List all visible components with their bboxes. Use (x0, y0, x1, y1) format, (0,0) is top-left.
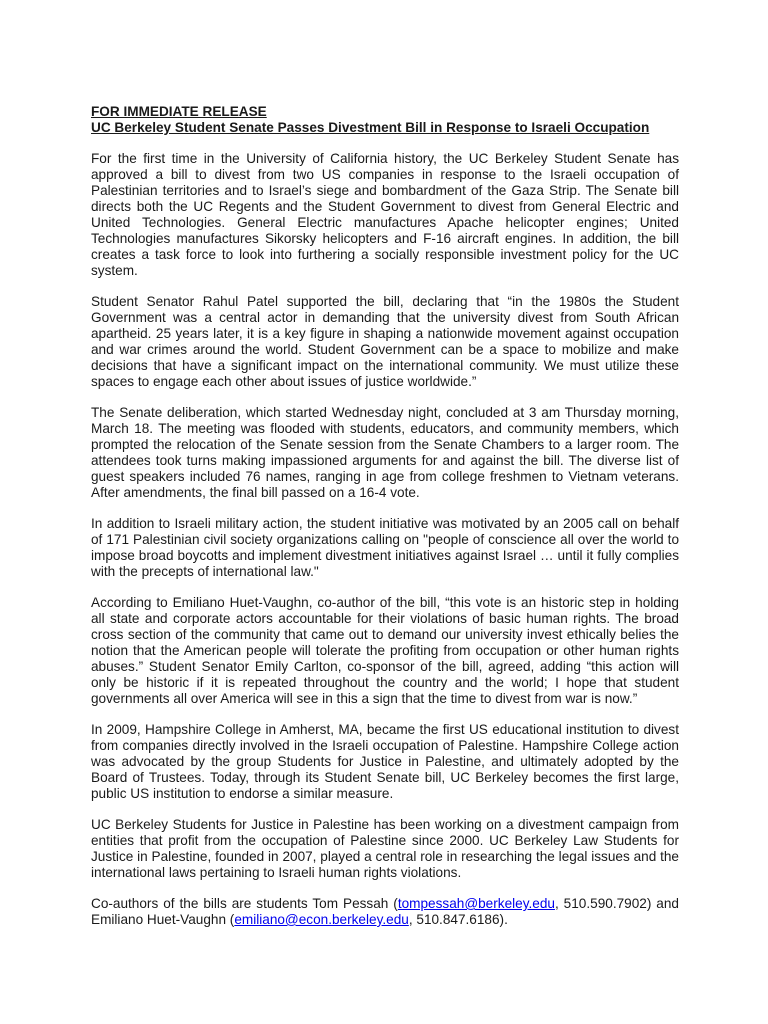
release-label: FOR IMMEDIATE RELEASE (91, 104, 267, 119)
contacts-mid: , 510.590.7902) and Emiliano Huet-Vaughn ( (91, 896, 679, 927)
contacts-intro: Co-authors of the bills are students Tom Pessah ( (91, 896, 398, 912)
paragraph-hampshire: In 2009, Hampshire College in Amherst, MA, became the first US educational institution to divest from companies directly involved in the Israeli occupation of Palestine. Hampshire College action was advocated by the group Students for Justice in Palestine, and ultimately adopted by the Board of Trustees. Today, through its Student Senate bill, UC Berkeley becomes the first large, public US institution to endorse a similar measure. (91, 721, 679, 801)
paragraph-huet-vaughn-quote: According to Emiliano Huet-Vaughn, co-author of the bill, “this vote is an historic step in holding all state and corporate actors accountable for their violations of basic human rights. The broad cross section of the community that came out to demand our university invest ethically belies the notion that the American people will tolerate the profiting from occupation or other human rights abuses.” Student Senator Emily Carlton, co-sponsor of the bill, agreed, adding “this action will only be historic if it is repeated throughout the country and the world; I hope that student governments all over America will see in this a sign that the time to divest from war is now.” (91, 595, 679, 706)
paragraph-contacts (91, 896, 679, 928)
email-link-emiliano[interactable]: emiliano@econ.berkeley.edu (234, 911, 409, 927)
paragraph-deliberation: The Senate deliberation, which started Wednesday night, concluded at 3 am Thursday morning, March 18. The meeting was flooded with students, educators, and community members, which prompted the relocation of the Senate session from the Senate Chambers to a larger room. The attendees took turns making impassioned arguments for and against the bill. The diverse list of guest speakers included 76 names, ranging in age from college freshmen to Vietnam veterans. After amendments, the final bill passed on a 16-4 vote. (91, 405, 679, 500)
headline: UC Berkeley Student Senate Passes Divestment Bill in Response to Israeli Occupation (91, 119, 650, 135)
email-link-tom-pessah[interactable]: tompessah@berkeley.edu (397, 896, 555, 912)
contacts-outro: , 510.847.6186). (408, 911, 508, 927)
paragraph-sjp: UC Berkeley Students for Justice in Palestine has been working on a divestment campaign from entities that profit from the occupation of Palestine since 2000. UC Berkeley Law Students for Justice in Palestine, founded in 2007, played a central role in researching the legal issues and the international laws pertaining to Israeli human rights violations. (91, 816, 679, 880)
paragraph-patel-quote: Student Senator Rahul Patel supported the bill, declaring that “in the 1980s the Student Government was a central actor in demanding that the university divest from South African apartheid. 25 years later, it is a key figure in shaping a nationwide movement against occupation and war crimes around the world. Student Government can be a space to mobilize and make decisions that have a significant impact on the international community. We must utilize these spaces to engage each other about issues of justice worldwide.” (91, 294, 679, 389)
header-spacer (91, 136, 679, 152)
paragraph-intro: For the first time in the University of California history, the UC Berkeley Student Senate has approved a bill to divest from two US companies in response to the Israeli occupation of Palestinian territories and to Israel’s siege and bombardment of the Gaza Strip. The Senate bill directs both the UC Regents and the Student Government to divest from General Electric and United Technologies. General Electric manufactures Apache helicopter engines; United Technologies manufactures Sikorsky helicopters and F-16 aircraft engines. In addition, the bill creates a task force to look into furthering a socially responsible investment policy for the UC system. (91, 151, 679, 278)
paragraph-motivation: In addition to Israeli military action, the student initiative was motivated by an 2005 call on behalf of 171 Palestinian civil society organizations calling on "people of conscience all over the world to impose broad boycotts and implement divestment initiatives against Israel … until it fully complies with the precepts of international law." (91, 515, 679, 579)
press-release-document (91, 104, 679, 943)
